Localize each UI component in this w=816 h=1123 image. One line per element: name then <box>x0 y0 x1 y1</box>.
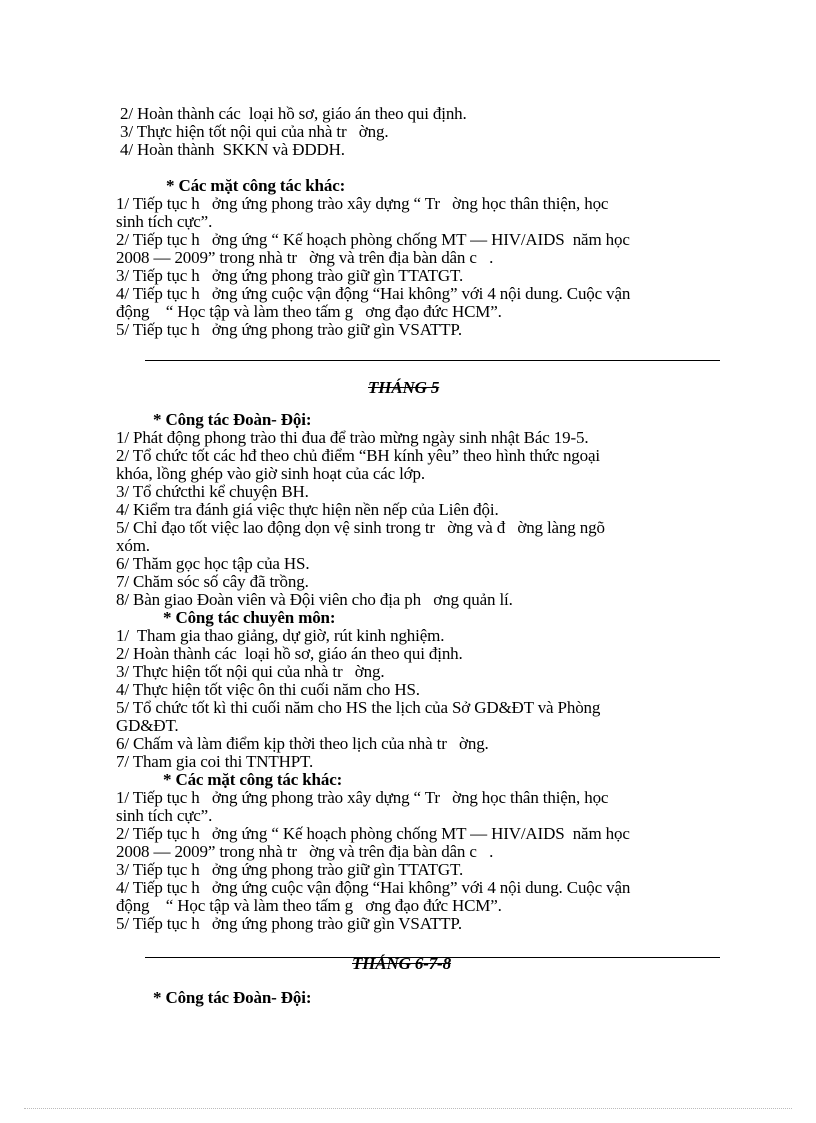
list-item: 4/ Thực hiện tốt việc ôn thi cuối năm cho HS. <box>116 680 420 699</box>
list-item: 4/ Kiểm tra đánh giá việc thực hiện nền nếp của Liên đội. <box>116 500 499 519</box>
list-item: 4/ Tiếp tục h ởng ứng cuộc vận động “Hai không” với 4 nội dung. Cuộc vận <box>116 878 631 897</box>
list-item: 2/ Tiếp tục h ởng ứng “ Kế hoạch phòng chống MT — HIV/AIDS năm học <box>116 824 630 843</box>
list-item: động “ Học tập và làm theo tấm g ơng đạo đức HCM”. <box>116 302 502 321</box>
section-heading: * Các mặt công tác khác: <box>163 770 343 789</box>
divider <box>145 360 720 361</box>
list-item: xóm. <box>116 536 150 555</box>
list-item: 3/ Thực hiện tốt nội qui của nhà tr ờng. <box>116 662 385 681</box>
list-item: 1/ Tham gia thao giảng, dự giờ, rút kinh nghiệm. <box>116 626 445 645</box>
section-heading: * Các mặt công tác khác: <box>166 176 346 195</box>
section-heading: * Công tác chuyên môn: <box>163 608 336 627</box>
list-item: 5/ Tiếp tục h ởng ứng phong trào giữ gìn VSATTP. <box>116 320 462 339</box>
month-title: THÁNG 5 <box>368 378 440 397</box>
list-item: 6/ Chấm và làm điểm kịp thời theo lịch của nhà tr ờng. <box>116 734 489 753</box>
list-item: 3/ Tiếp tục h ởng ứng phong trào giữ gìn TTATGT. <box>116 860 464 879</box>
list-item: 1/ Phát động phong trào thi đua để trào mừng ngày sinh nhật Bác 19-5. <box>116 428 589 447</box>
list-item: 2/ Hoàn thành các loại hồ sơ, giáo án theo qui định. <box>116 644 463 663</box>
list-item: 3/ Tiếp tục h ởng ứng phong trào giữ gìn TTATGT. <box>116 266 464 285</box>
list-item: động “ Học tập và làm theo tấm g ơng đạo đức HCM”. <box>116 896 502 915</box>
list-item: 1/ Tiếp tục h ởng ứng phong trào xây dựng “ Tr ờng học thân thiện, học <box>116 194 609 213</box>
list-item: 4/ Tiếp tục h ởng ứng cuộc vận động “Hai không” với 4 nội dung. Cuộc vận <box>116 284 631 303</box>
list-item: 3/ Thực hiện tốt nội qui của nhà tr ờng. <box>120 122 389 141</box>
list-item: 8/ Bàn giao Đoàn viên và Đội viên cho địa ph ơng quản lí. <box>116 590 513 609</box>
list-item: 2/ Tổ chức tốt các hđ theo chủ điểm “BH kính yêu” theo hình thức ngoại <box>116 446 600 465</box>
list-item: 2008 — 2009” trong nhà tr ờng và trên địa bàn dân c . <box>116 248 494 267</box>
list-item: 5/ Chỉ đạo tốt việc lao động dọn vệ sinh trong tr ờng và đ ờng làng ngõ <box>116 518 605 537</box>
page-edge-divider <box>24 1108 792 1109</box>
list-item: 7/ Tham gia coi thi TNTHPT. <box>116 752 314 771</box>
month-title: THÁNG 6-7-8 <box>352 954 451 973</box>
list-item: sinh tích cực”. <box>116 212 213 231</box>
list-item: 6/ Thăm gọc học tập của HS. <box>116 554 310 573</box>
list-item: khóa, lồng ghép vào giờ sinh hoạt của các lớp. <box>116 464 425 483</box>
list-item: GD&ĐT. <box>116 716 179 735</box>
list-item: 2008 — 2009” trong nhà tr ờng và trên địa bàn dân c . <box>116 842 494 861</box>
list-item: 2/ Tiếp tục h ởng ứng “ Kế hoạch phòng chống MT — HIV/AIDS năm học <box>116 230 630 249</box>
section-heading: * Công tác Đoàn- Đội: <box>153 410 312 429</box>
list-item: 2/ Hoàn thành các loại hồ sơ, giáo án theo qui định. <box>120 104 467 123</box>
list-item: 5/ Tổ chức tốt kì thi cuối năm cho HS the lịch của Sở GD&ĐT và Phòng <box>116 698 601 717</box>
list-item: 5/ Tiếp tục h ởng ứng phong trào giữ gìn VSATTP. <box>116 914 462 933</box>
list-item: sinh tích cực”. <box>116 806 213 825</box>
list-item: 3/ Tổ chứcthi kể chuyện BH. <box>116 482 309 501</box>
list-item: 1/ Tiếp tục h ởng ứng phong trào xây dựng “ Tr ờng học thân thiện, học <box>116 788 609 807</box>
section-heading: * Công tác Đoàn- Đội: <box>153 988 312 1007</box>
list-item: 7/ Chăm sóc số cây đã trồng. <box>116 572 309 591</box>
list-item: 4/ Hoàn thành SKKN và ĐDDH. <box>120 140 345 159</box>
